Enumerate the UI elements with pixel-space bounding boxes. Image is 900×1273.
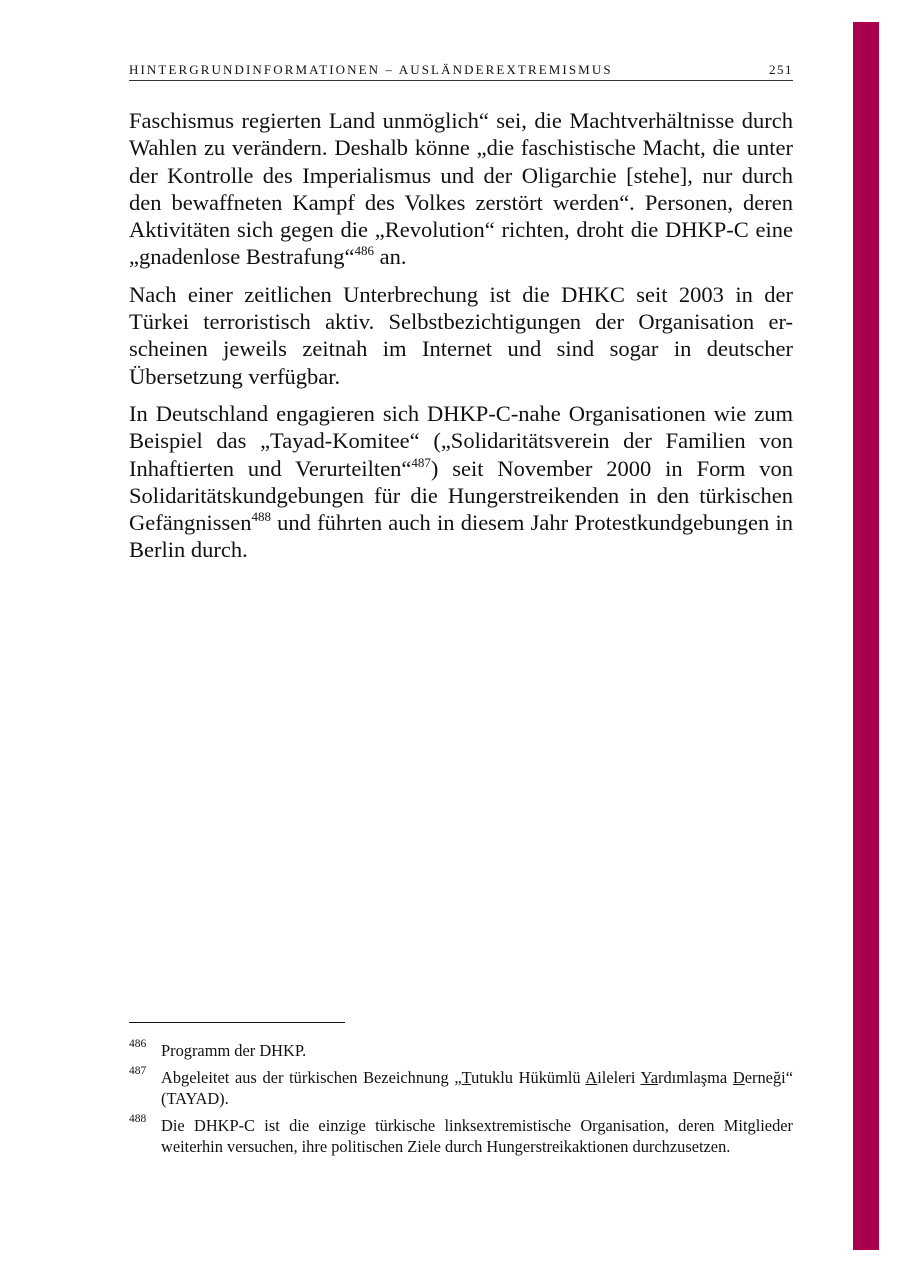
main-text [129,107,793,574]
footnote-number: 486 [129,1038,147,1050]
acronym-letter: Ya [640,1068,659,1087]
header-title: HINTERGRUNDINFORMATIONEN – AUSLÄNDEREXTREMISMUS [129,62,613,77]
page-number: 251 [769,62,793,77]
footnote-text-part: Abgeleitet aus der türkischen Bezeichnung „ [161,1068,462,1087]
paragraph-2 [129,281,793,390]
page-edge-color-bar [853,22,879,1250]
footnotes [129,1040,793,1163]
footnote-text [161,1068,793,1108]
running-header [129,62,793,81]
footnote-separator [129,1022,345,1023]
footnote-text-part: utuklu Hükümlü [471,1068,586,1087]
paragraph-3 [129,400,793,564]
footnote-488 [129,1115,793,1157]
footnote-text-part: erneği“ (TAYAD). [161,1068,793,1108]
footnote-number: 487 [129,1065,147,1077]
footnote-487 [129,1067,793,1109]
footnote-text: Programm der DHKP. [161,1041,307,1060]
footnote-text-part: rdımlaşma [658,1068,733,1087]
footnote-ref-487: 487 [411,454,431,470]
paragraph-3-text: In Deutschland engagieren sich DHKP-C-nahe Organisationen wie zum Beispiel das „Tayad-Komitee“ („Solidaritätsverein der Familien von Inhaftierten und Verurteilten“ [129,400,793,481]
paragraph-1-text: Faschismus regierten Land unmöglich“ sei, die Machtverhältnisse durch Wahlen zu verändern. Deshalb könne „die faschistische Macht, die unter der Kontrolle des Imperialismus und der Oligarchie [stehe], nur durch den bewaffneten Kampf des Volkes zerstört werden“. Personen, deren Aktivitäten sich gegen die „Revolution“ richten, droht die DHKP-C eine „gnadenlose Bestrafung“ [129,108,793,270]
paragraph-3-text-mid: ) seit November 2000 in Form von Solidaritätskundgebungen für die Hungerstreikenden in den türkischen Gefängnissen [129,455,793,536]
footnote-ref-486: 486 [354,243,375,259]
footnote-ref-488: 488 [251,509,271,525]
acronym-letter: A [585,1068,598,1087]
footnote-number: 488 [129,1113,147,1125]
footnote-text: Die DHKP-C ist die einzige türkische linksextremistische Organisation, deren Mitglieder weiterhin versuchen, ihre politischen Ziele durch Hungerstreikaktionen durchzusetzen. [161,1116,793,1156]
footnote-text-part: ileleri [597,1068,641,1087]
paragraph-3-text-end: und führten auch in diesem Jahr Protestkundgebungen in Berlin durch. [129,510,793,563]
paragraph-2-text: Nach einer zeitlichen Unterbrechung ist die DHKC seit 2003 in der Türkei terroristisch aktiv. Selbstbezichtigungen der Organisation er-scheinen jeweils zeitnah im Internet und sind sogar in deutscher Übersetzung verfügbar. [129,281,793,389]
paragraph-1-text-end: an. [374,244,407,270]
footnote-486 [129,1040,793,1061]
acronym-letter: D [732,1068,745,1087]
acronym-letter: T [461,1068,472,1087]
paragraph-1 [129,107,793,271]
